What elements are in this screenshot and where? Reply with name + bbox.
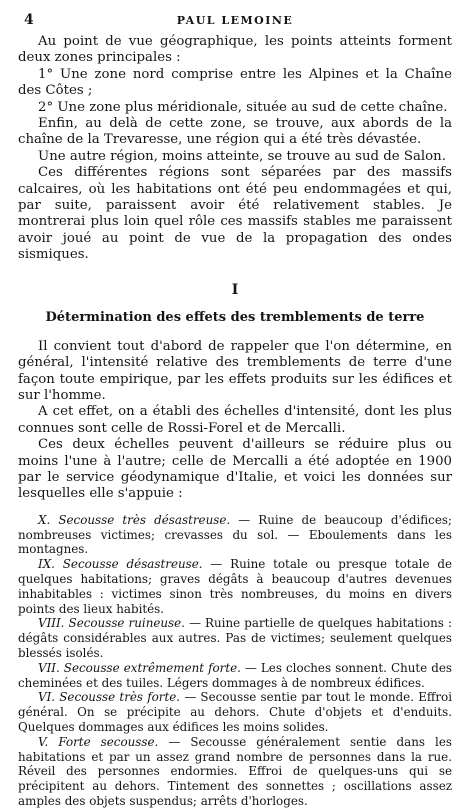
scale-entry-label: IX. Secousse désastreuse. [38,557,203,572]
intro-paragraph: Au point de vue géographique, les points atteints forment deux zones principales : [18,34,452,66]
scale-entry [18,557,452,616]
intro-paragraph: Enfin, au delà de cette zone, se trouve, aux abords de la chaîne de la Trevaresse, une région qui a été très dévastée. [18,116,452,148]
section-title: Détermination des effets des tremblements de terre [45,309,425,325]
scale-entry-text: — Les cloches sonnent. Chute des cheminées et des tuiles. Légers dommages à de nombreux édifices. [18,660,452,690]
scale-entry-label: X. Secousse très désastreuse. [38,512,231,527]
running-head: PAUL LEMOINE [176,14,294,27]
scale-entry-label: V. Forte secousse. [38,734,159,749]
body-paragraph: Il convient tout d'abord de rappeler que l'on détermine, en général, l'intensité relative des tremblements de terre d'une façon toute empirique, par les effets produits sur les édifices et sur l'homme. [18,338,452,403]
scale-entry-text: — Secousse sentie par tout le monde. Effroi général. On se précipite au dehors. Chute d'objets et d'enduits. Quelques dommages aux édifices les moins solides. [18,690,452,734]
section-number: I [231,281,239,298]
intro-paragraph: 2° Une zone plus méridionale, située au sud de cette chaîne. [38,99,448,115]
scale-entry [18,735,452,809]
page [18,12,452,809]
body-paragraph: A cet effet, on a établi des échelles d'intensité, dont les plus connues sont celle de Rossi-Forel et de Mercalli. [18,404,452,436]
intro-paragraph: Ces différentes régions sont séparées par des massifs calcaires, où les habitations ont été peu endommagées et qui, par suite, paraissent avoir été relativement stables. Je montrerai plus loin quel rôle ces massifs stables me paraissent avoir joué au point de vue de la propagation des ondes sismiques. [18,165,452,263]
page-header [18,12,452,34]
intro-paragraph: 1° Une zone nord comprise entre les Alpines et la Chaîne des Côtes ; [18,66,452,99]
scale-entry-label: VII. Secousse extrêmement forte. [38,660,241,675]
scale-entry [18,661,452,691]
scale-entry-text: — Secousse généralement sentie dans les habitations et par un assez grand nombre de personnes dans la rue. Réveil des personnes endormies. Effroi de quelques-uns qui se précipitent au dehors. Tintement des sonnettes ; oscillations assez amples des objets suspendus; arrêts d'horloges. [18,734,452,808]
body-paragraph: Ces deux échelles peuvent d'ailleurs se réduire plus ou moins l'une à l'autre; celle de Mercalli a été adoptée en 1900 par le service géodynamique d'Italie, et voici les données sur lesquelles elle s'appuie : [18,437,452,502]
page-number: 4 [24,12,34,28]
mercalli-scale [18,513,452,809]
scale-entry [18,513,452,557]
scale-entry-label: VIII. Secousse ruineuse. [38,616,185,631]
scale-entry [18,690,452,734]
scale-entry-text: — Ruine totale ou presque totale de quelques habitations; graves dégâts à beaucoup d'autres devenues inhabitables : victimes sinon très nombreuses, du moins en divers points des lieux habités. [18,557,453,616]
scale-entry-text: — Ruine de beaucoup d'édifices; nombreuses victimes; crevasses du sol. — Eboulements dans les montagnes. [18,512,452,557]
intro-paragraph: Une autre région, moins atteinte, se trouve au sud de Salon. [38,148,446,164]
scale-entry-label: VI. Secousse très forte. [38,690,181,705]
scale-entry-text: — Ruine partielle de quelques habitations : dégâts considérables aux autres. Pas de victimes; seulement quelques blessés isolés. [18,616,452,660]
scale-entry [18,616,452,660]
